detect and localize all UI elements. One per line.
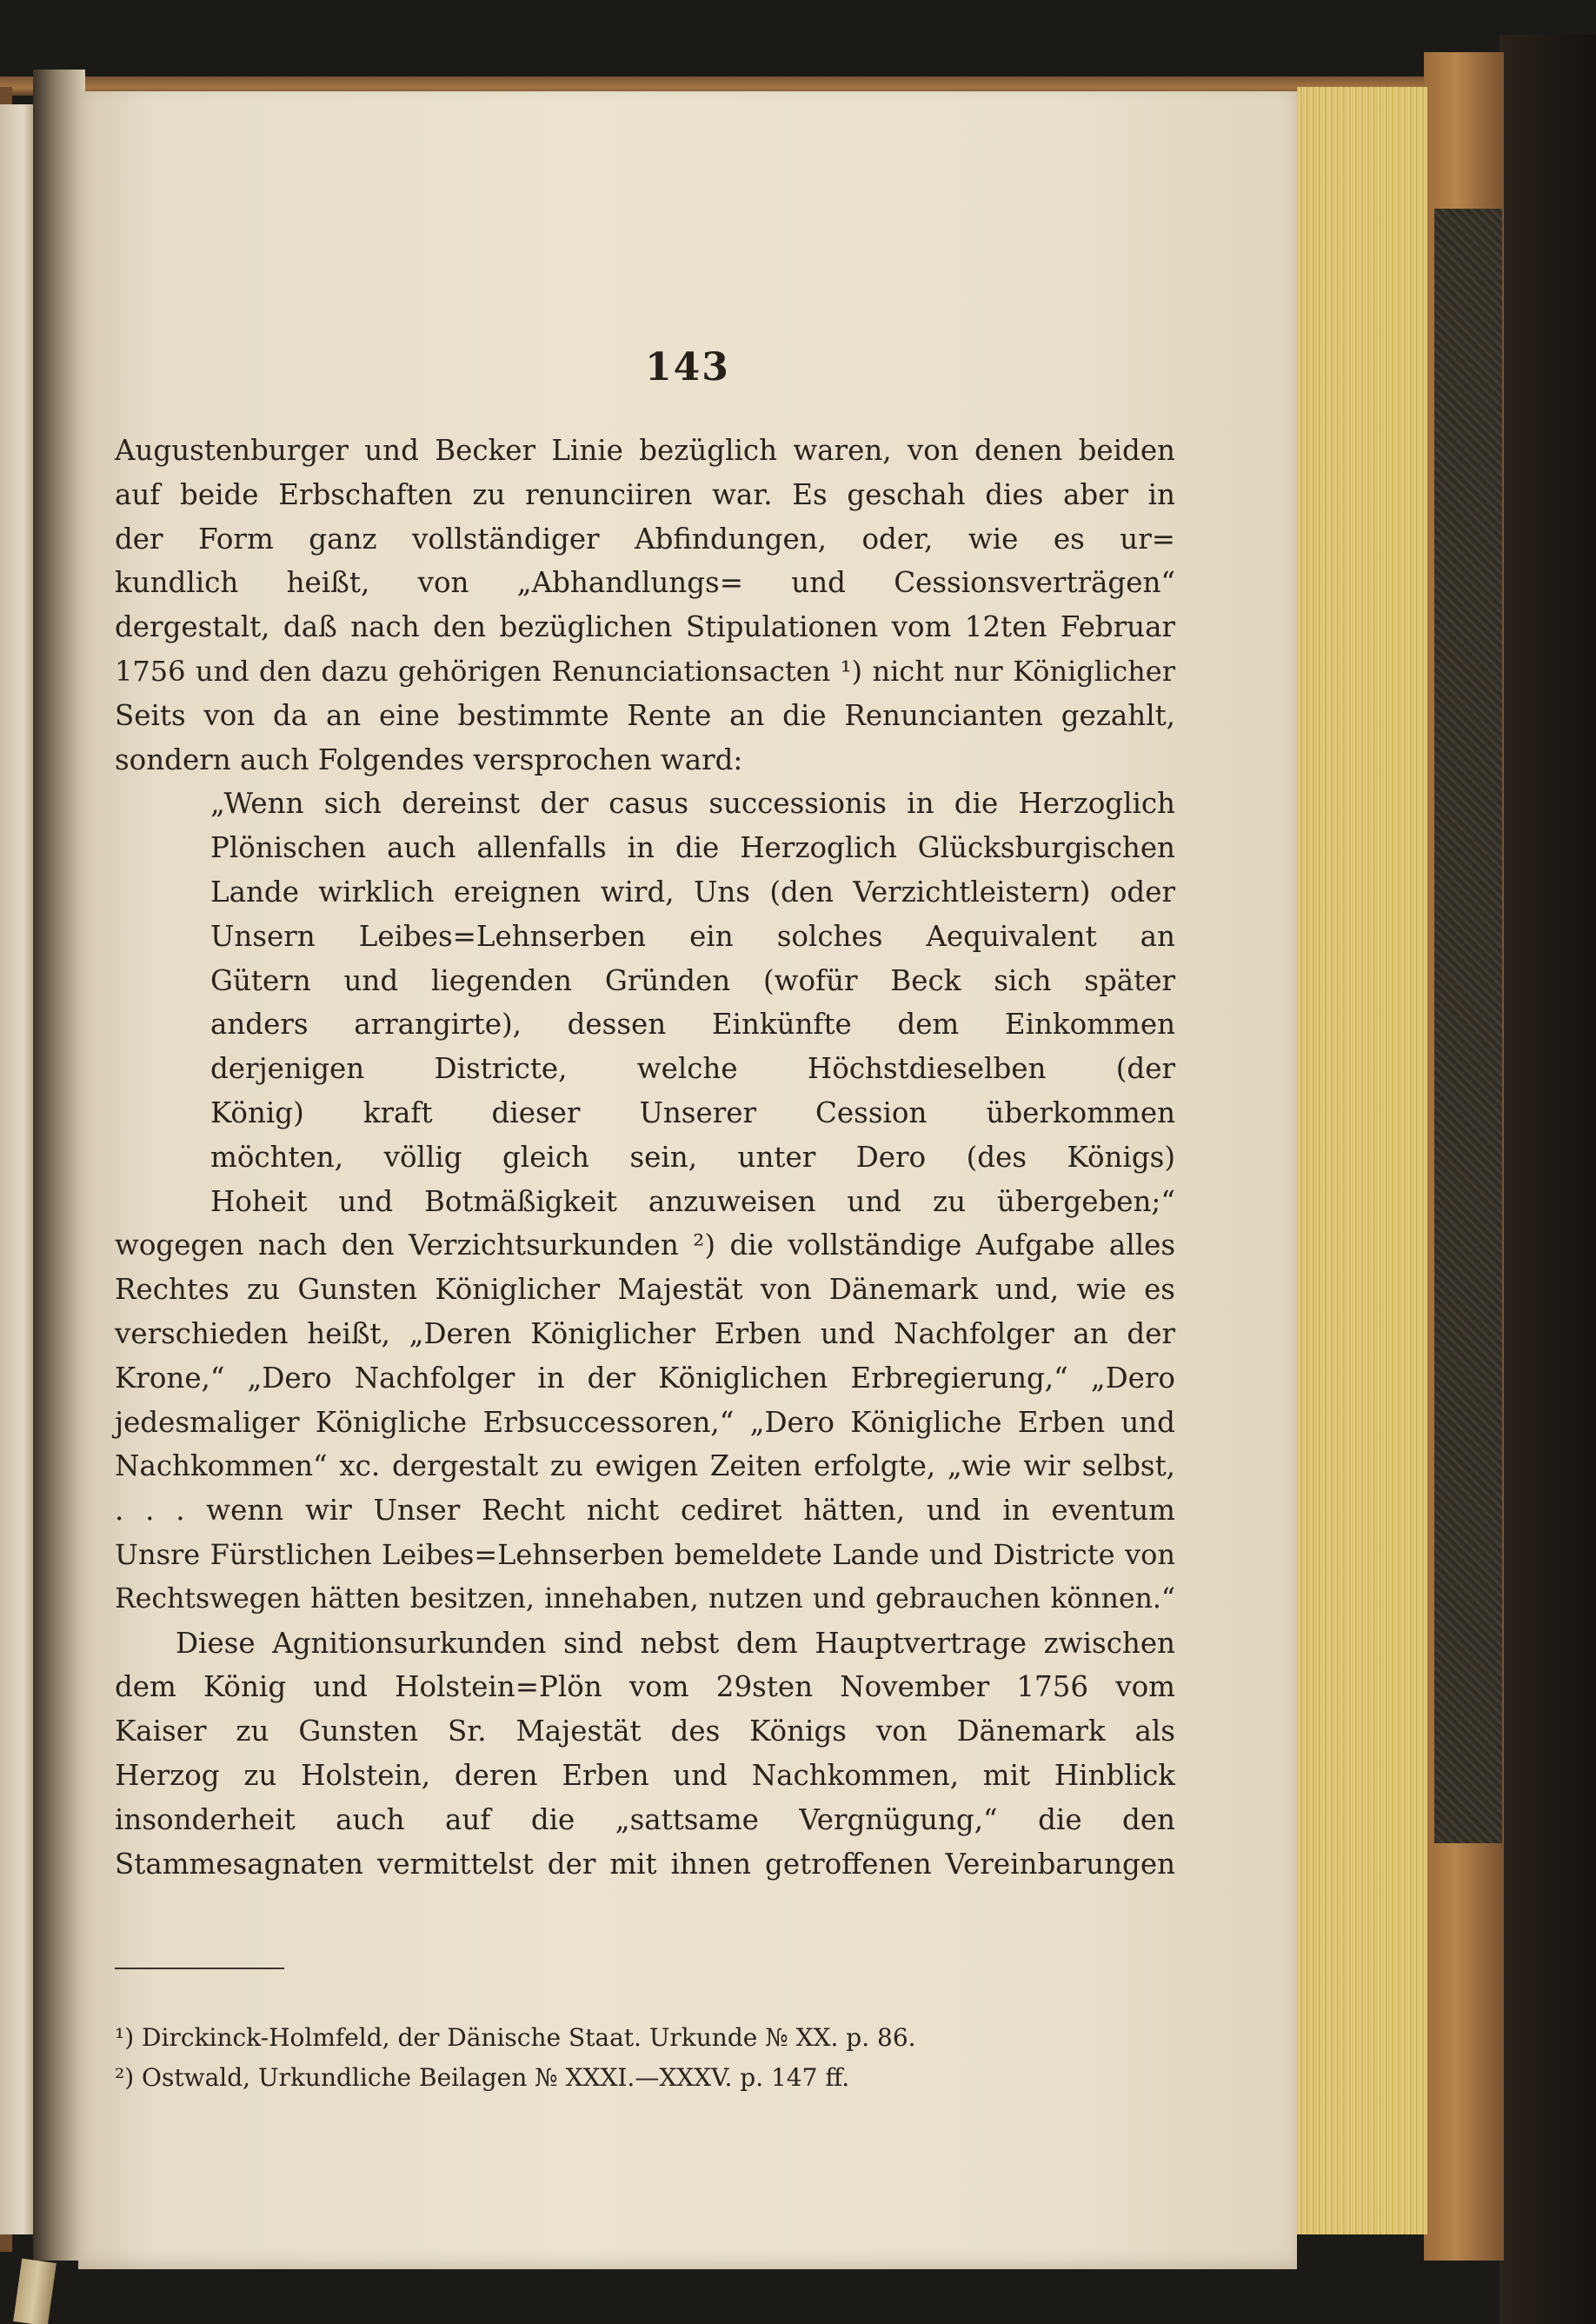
footnote-1: ¹) Dirckinck-Holmfeld, der Dänische Staat. Urkunde № XX. p. 86. bbox=[115, 2023, 916, 2052]
book-page bbox=[78, 91, 1297, 2269]
text-line: Unsre Fürstlichen Leibes=Lehnserben bemeldete Lande und Districte von bbox=[115, 1537, 1175, 1571]
text-line: Krone,“ „Dero Nachfolger in der Königlichen Erbregierung,“ „Dero bbox=[115, 1361, 1175, 1395]
gutter-shadow bbox=[33, 70, 85, 2261]
quote-line: Hoheit und Botmäßigkeit anzuweisen und zu übergeben;“ bbox=[210, 1184, 1175, 1218]
quote-line: Plönischen auch allenfalls in die Herzoglich Glücksburgischen bbox=[210, 831, 1175, 865]
text-line: kundlich heißt, von „Abhandlungs= und Cessionsverträgen“ bbox=[115, 566, 1175, 600]
paragraph-start-line: Diese Agnitionsurkunden sind nebst dem Hauptvertrage zwischen bbox=[176, 1626, 1175, 1660]
text-line: Rechtes zu Gunsten Königlicher Majestät von Dänemark und, wie es bbox=[115, 1273, 1175, 1307]
page-number: 143 bbox=[645, 345, 730, 390]
text-line: . . . wenn wir Unser Recht nicht cediret hätten, und in eventum bbox=[115, 1494, 1175, 1528]
footnote-2: ²) Ostwald, Urkundliche Beilagen № XXXI.—XXXV. p. 147 ff. bbox=[115, 2063, 850, 2092]
body-text bbox=[115, 429, 1175, 1886]
text-line: insonderheit auch auf die „sattsame Vergnügung,“ die den bbox=[115, 1802, 1175, 1836]
quote-line: Gütern und liegenden Gründen (wofür Beck sich später bbox=[210, 963, 1175, 997]
text-line: sondern auch Folgendes versprochen ward: bbox=[115, 742, 743, 776]
gilt-page-edges bbox=[1297, 87, 1427, 2234]
text-line: dergestalt, daß nach den bezüglichen Stipulationen vom 12ten Februar bbox=[115, 610, 1175, 644]
footnotes bbox=[115, 2018, 1175, 2098]
quote-line: anders arrangirte), dessen Einkünfte dem Einkommen bbox=[210, 1008, 1175, 1042]
text-line: Nachkommen“ xc. dergestalt zu ewigen Zeiten erfolgte, „wie wir selbst, bbox=[115, 1449, 1175, 1483]
footnote-divider bbox=[115, 1968, 284, 1969]
quote-line: derjenigen Districte, welche Höchstdieselben (der bbox=[210, 1052, 1175, 1086]
text-line: dem König und Holstein=Plön vom 29sten November 1756 vom bbox=[115, 1670, 1175, 1704]
text-line: der Form ganz vollständiger Abfindungen, oder, wie es ur= bbox=[115, 522, 1175, 556]
text-line: Seits von da an eine bestimmte Rente an die Renuncianten gezahlt, bbox=[115, 698, 1175, 732]
cover-shadow bbox=[1500, 35, 1596, 2324]
bookmark-ribbon bbox=[13, 2259, 57, 2324]
quote-line: König) kraft dieser Unserer Cession überkommen bbox=[210, 1095, 1175, 1129]
quote-line: „Wenn sich dereinst der casus successionis in die Herzoglich bbox=[210, 787, 1175, 821]
text-line: Stammesagnaten vermittelst der mit ihnen getroffenen Vereinbarungen bbox=[115, 1847, 1175, 1881]
previous-page-edge bbox=[0, 104, 33, 2234]
text-line: 1756 und den dazu gehörigen Renunciationsacten ¹) nicht nur Königlicher bbox=[115, 654, 1175, 688]
text-line: Herzog zu Holstein, deren Erben und Nachkommen, mit Hinblick bbox=[115, 1758, 1175, 1792]
cloth-binding bbox=[1434, 209, 1502, 1843]
text-line: Rechtswegen hätten besitzen, innehaben, nutzen und gebrauchen können.“ bbox=[115, 1582, 1175, 1615]
quote-line: Lande wirklich ereignen wird, Uns (den Verzichtleistern) oder bbox=[210, 875, 1175, 909]
text-line: jedesmaliger Königliche Erbsuccessoren,“ „Dero Königliche Erben und bbox=[115, 1405, 1175, 1439]
quote-line: Unsern Leibes=Lehnserben ein solches Aequivalent an bbox=[210, 919, 1175, 953]
quote-line: möchten, völlig gleich sein, unter Dero (des Königs) bbox=[210, 1140, 1175, 1174]
text-line: Augustenburger und Becker Linie bezüglich waren, von denen beiden bbox=[115, 434, 1175, 467]
text-line: wogegen nach den Verzichtsurkunden ²) die vollständige Aufgabe alles bbox=[115, 1229, 1175, 1262]
text-line: Kaiser zu Gunsten Sr. Majestät des Königs von Dänemark als bbox=[115, 1715, 1175, 1748]
text-line: auf beide Erbschaften zu renunciiren war. Es geschah dies aber in bbox=[115, 477, 1175, 511]
text-line: verschieden heißt, „Deren Königlicher Erben und Nachfolger an der bbox=[115, 1316, 1175, 1350]
